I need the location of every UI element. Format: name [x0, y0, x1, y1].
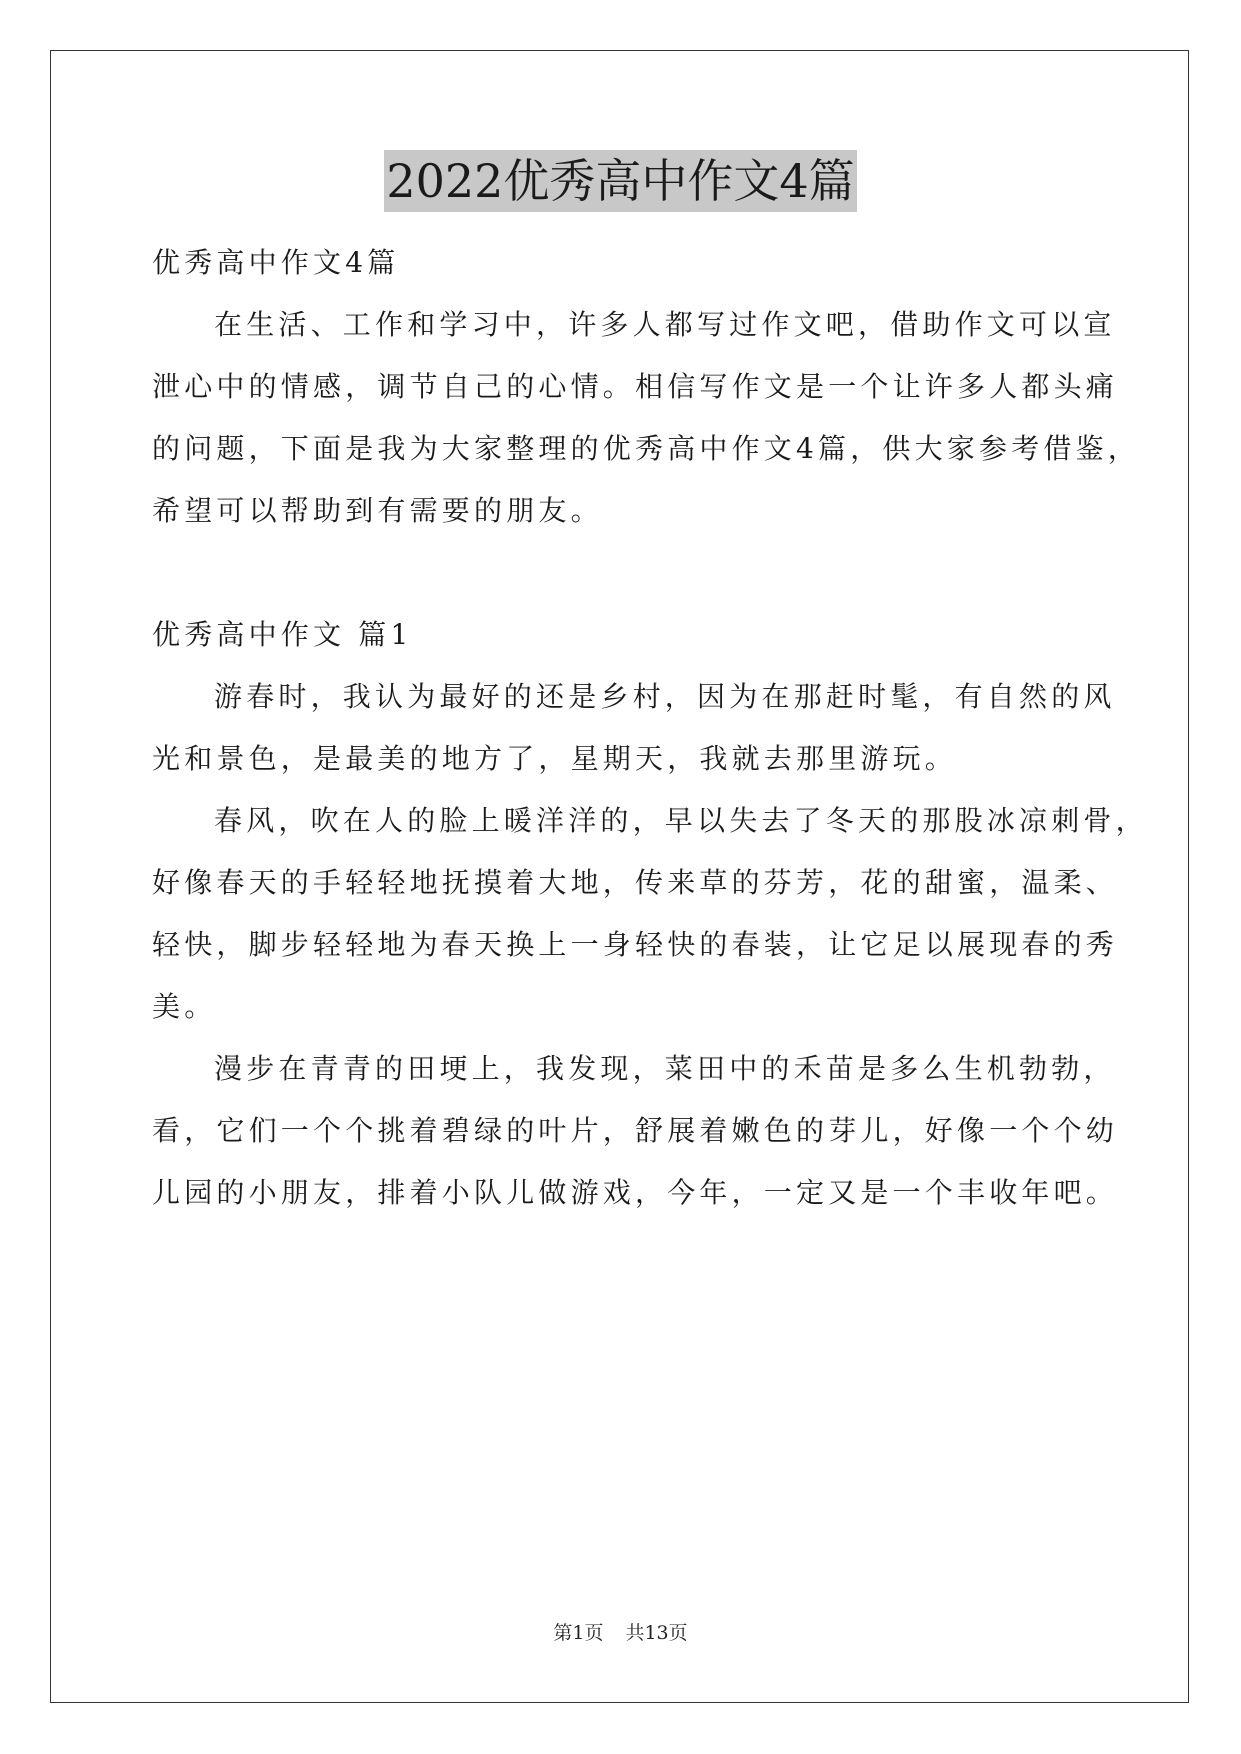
- document-body: [152, 232, 1148, 1224]
- paragraph: [152, 790, 1148, 1038]
- text-line: 美。: [152, 990, 217, 1023]
- text-line: 的问题，下面是我为大家整理的优秀高中作文4篇，供大家参考借鉴，: [152, 432, 1141, 465]
- text-line: 春风，吹在人的脸上暖洋洋的，早以失去了冬天的那股冰凉刺骨，: [214, 804, 1148, 837]
- document-subtitle: 优秀高中作文4篇: [152, 246, 400, 279]
- text-line: 在生活、工作和学习中，许多人都写过作文吧，借助作文可以宣: [214, 308, 1116, 341]
- title-wrap: [0, 150, 1241, 212]
- paragraph: [152, 666, 1116, 790]
- text-line: 儿园的小朋友，排着小队儿做游戏，今年，一定又是一个丰收年吧。: [152, 1176, 1119, 1209]
- page-footer: [0, 1620, 1241, 1646]
- document-title: 2022优秀高中作文4篇: [384, 150, 856, 212]
- text-line: 看，它们一个个挑着碧绿的叶片，舒展着嫩色的芽儿，好像一个个幼: [152, 1114, 1119, 1147]
- text-line: 好像春天的手轻轻地抚摸着大地，传来草的芬芳，花的甜蜜，温柔、: [152, 866, 1119, 899]
- section-heading: 优秀高中作文 篇1: [152, 618, 413, 651]
- text-line: 泄心中的情感，调节自己的心情。相信写作文是一个让许多人都头痛: [152, 370, 1119, 403]
- text-line: 希望可以帮助到有需要的朋友。: [152, 494, 603, 527]
- page-number: 第1页: [553, 1622, 604, 1644]
- paragraph: [152, 1038, 1119, 1224]
- intro-paragraph: [152, 294, 1141, 542]
- text-line: 游春时，我认为最好的还是乡村，因为在那赶时髦，有自然的风: [214, 680, 1116, 713]
- page-total: 共13页: [625, 1622, 688, 1644]
- text-line: 光和景色，是最美的地方了，星期天，我就去那里游玩。: [152, 742, 958, 775]
- text-line: 轻快，脚步轻轻地为春天换上一身轻快的春装，让它足以展现春的秀: [152, 928, 1119, 961]
- paragraph-gap: [152, 542, 1112, 604]
- text-line: 漫步在青青的田埂上，我发现，菜田中的禾苗是多么生机勃勃，: [214, 1052, 1116, 1085]
